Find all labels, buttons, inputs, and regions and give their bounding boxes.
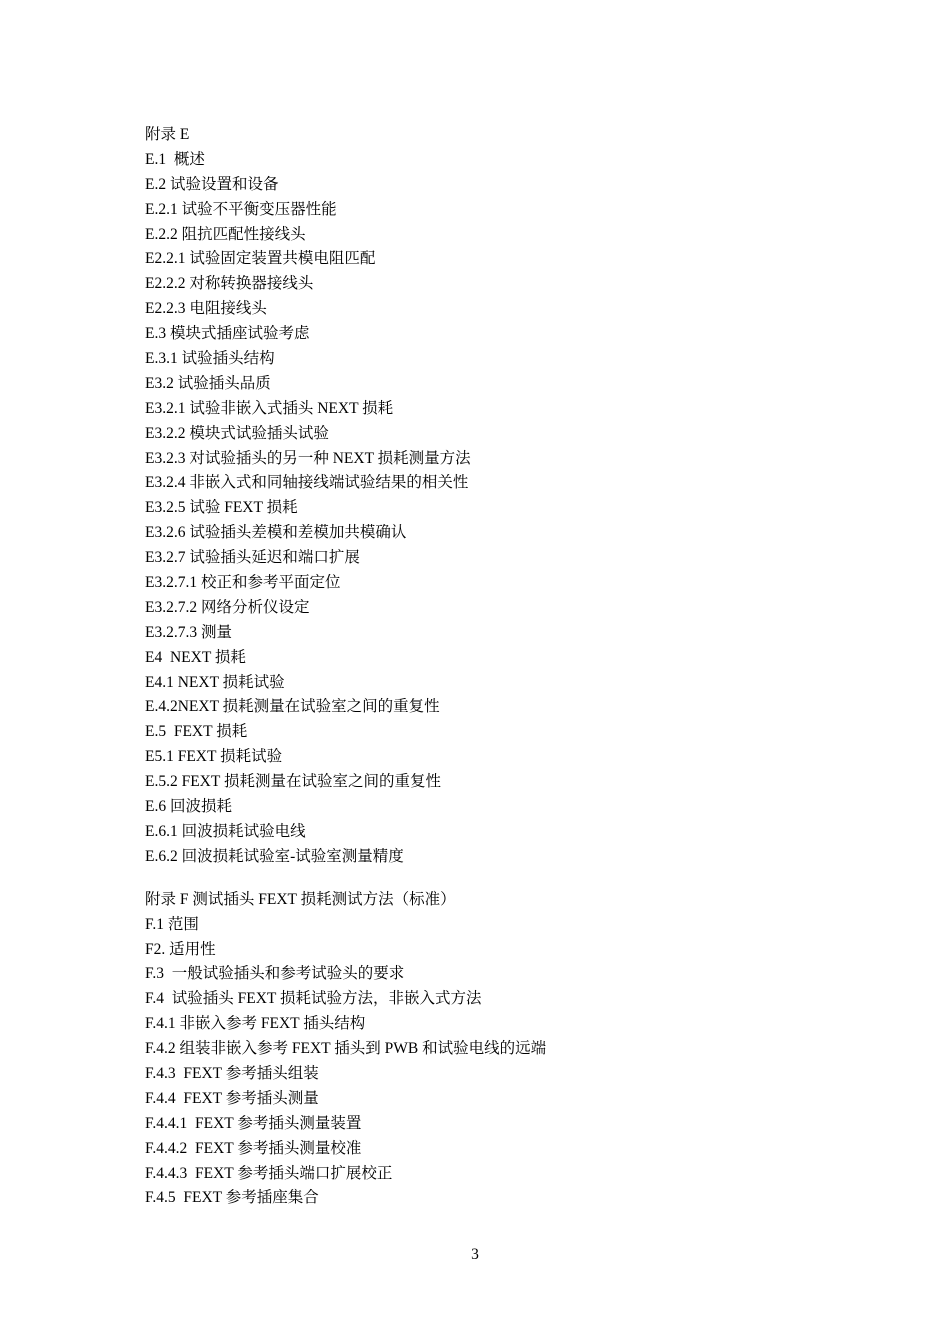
toc-entry: E.5.2 FEXT 损耗测量在试验室之间的重复性: [145, 773, 441, 791]
toc-entry: E5.1 FEXT 损耗试验: [145, 748, 283, 766]
toc-entry-appendix-e-heading: 附录 E: [145, 126, 190, 143]
toc-entry: E3.2.5 试验 FEXT 损耗: [145, 499, 298, 517]
toc-entry: F.4.4.2 FEXT 参考插头测量校准: [145, 1139, 362, 1157]
toc-entry-appendix-f-heading: 附录 F 测试插头 FEXT 损耗测试方法（标准）: [145, 890, 456, 908]
toc-entry: E.6.1 回波损耗试验电线: [145, 822, 306, 840]
toc-entry: F.4.3 FEXT 参考插头组装: [145, 1064, 319, 1082]
toc-entry: E.3.1 试验插头结构: [145, 350, 275, 368]
toc-entry: E.5 FEXT 损耗: [145, 723, 248, 741]
toc-entry: E3.2 试验插头品质: [145, 374, 271, 392]
appendix-e-section: [145, 123, 865, 870]
toc-entry: E3.2.7 试验插头延迟和端口扩展: [145, 549, 360, 567]
toc-entry: F.4.1 非嵌入参考 FEXT 插头结构: [145, 1015, 366, 1033]
table-of-contents: [145, 123, 865, 1211]
toc-entry: E4 NEXT 损耗: [145, 648, 246, 666]
toc-entry: F.4.4.1 FEXT 参考插头测量装置: [145, 1114, 362, 1132]
toc-entry: E.6.2 回波损耗试验室-试验室测量精度: [145, 847, 404, 865]
toc-entry: E4.1 NEXT 损耗试验: [145, 673, 285, 691]
toc-entry: E3.2.7.1 校正和参考平面定位: [145, 574, 341, 592]
toc-entry: F.4 试验插头 FEXT 损耗试验方法，非嵌入式方法: [145, 990, 482, 1008]
toc-entry: E2.2.3 电阻接线头: [145, 300, 267, 318]
toc-entry: E3.2.2 模块式试验插头试验: [145, 424, 329, 442]
page-number: 3: [471, 1246, 479, 1263]
toc-entry: E3.2.7.2 网络分析仪设定: [145, 598, 310, 616]
toc-entry: E.1 概述: [145, 150, 205, 168]
toc-entry: E.2.1 试验不平衡变压器性能: [145, 200, 337, 218]
appendix-f-section: [145, 888, 865, 1212]
toc-entry: E.3 模块式插座试验考虑: [145, 325, 310, 343]
toc-entry: E3.2.6 试验插头差模和差模加共模确认: [145, 524, 407, 542]
toc-entry: F.4.5 FEXT 参考插座集合: [145, 1189, 319, 1207]
toc-entry: E3.2.3 对试验插头的另一种 NEXT 损耗测量方法: [145, 449, 471, 467]
toc-entry: F.1 范围: [145, 915, 199, 933]
toc-entry: F2. 适用性: [145, 940, 216, 958]
toc-entry: F.4.2 组装非嵌入参考 FEXT 插头到 PWB 和试验电线的远端: [145, 1040, 547, 1058]
toc-entry: E3.2.1 试验非嵌入式插头 NEXT 损耗: [145, 399, 394, 417]
toc-entry: F.4.4 FEXT 参考插头测量: [145, 1089, 319, 1107]
toc-entry: E2.2.1 试验固定装置共模电阻匹配: [145, 250, 376, 268]
toc-entry: E3.2.4 非嵌入式和同轴接线端试验结果的相关性: [145, 474, 469, 492]
section-spacer: [145, 870, 865, 888]
toc-entry: E.6 回波损耗: [145, 798, 232, 816]
toc-entry: E3.2.7.3 测量: [145, 623, 232, 641]
toc-entry: E.4.2NEXT 损耗测量在试验室之间的重复性: [145, 698, 440, 716]
toc-entry: E2.2.2 对称转换器接线头: [145, 275, 314, 293]
toc-entry: F.4.4.3 FEXT 参考插头端口扩展校正: [145, 1164, 393, 1182]
toc-entry: F.3 一般试验插头和参考试验头的要求: [145, 965, 405, 983]
toc-entry: E.2.2 阻抗匹配性接线头: [145, 225, 306, 243]
toc-entry: E.2 试验设置和设备: [145, 175, 279, 193]
